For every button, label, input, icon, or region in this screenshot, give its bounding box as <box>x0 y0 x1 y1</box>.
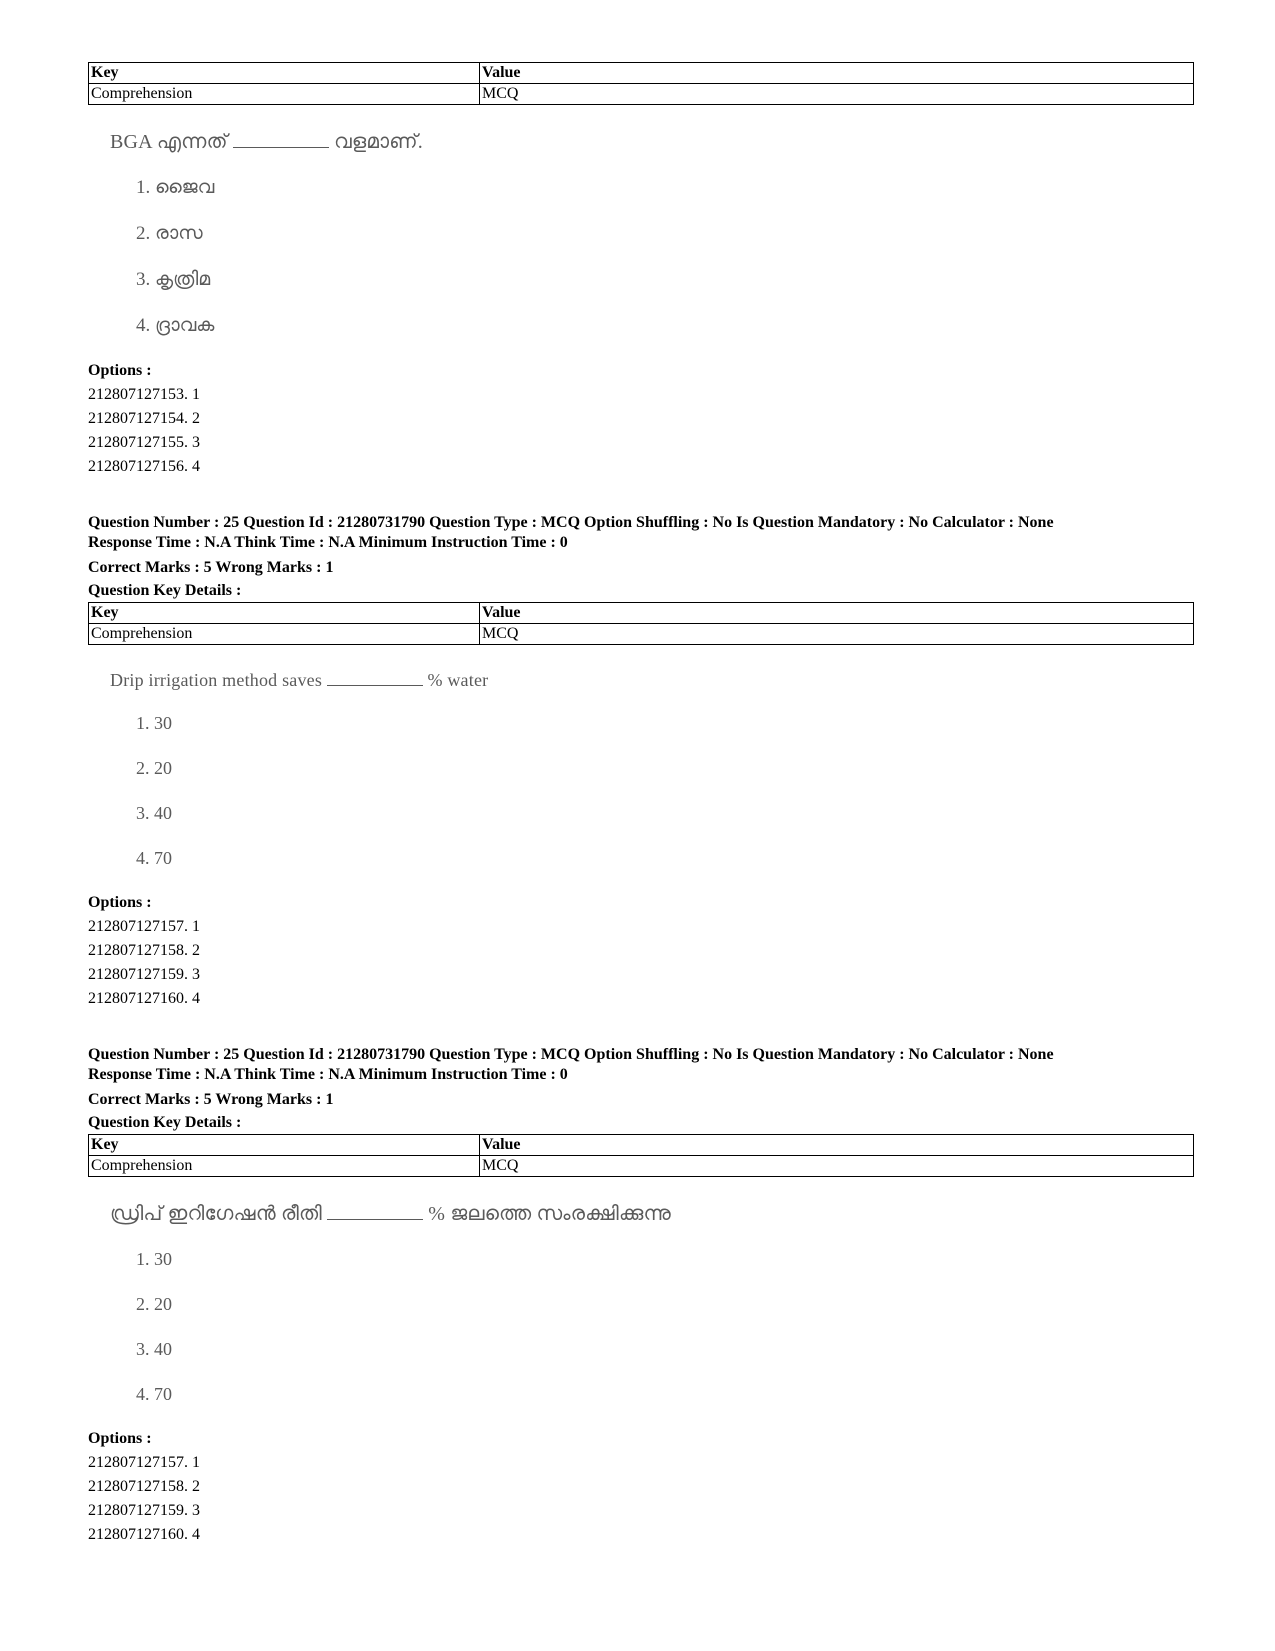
options-label: Options : <box>88 1430 152 1447</box>
question-option: 2. 20 <box>136 758 172 778</box>
question-option: 3. 40 <box>136 803 172 823</box>
question-text: BGA എന്നത് വളമാണ്. <box>110 131 423 153</box>
question-key-table <box>88 62 1194 105</box>
value-header: Value <box>480 63 1194 84</box>
question-block-1 <box>88 62 1194 479</box>
marks-line: Correct Marks : 5 Wrong Marks : 1 <box>88 559 334 576</box>
question-option: 4. 70 <box>136 1384 172 1404</box>
options-label: Options : <box>88 362 152 379</box>
option-id: 212807127158. 2 <box>88 1478 200 1495</box>
option-id: 212807127157. 1 <box>88 918 200 935</box>
value-cell: MCQ <box>480 84 1194 105</box>
key-header: Key <box>89 1135 480 1156</box>
option-id: 212807127159. 3 <box>88 1502 200 1519</box>
question-image <box>110 1191 1194 1417</box>
question-option: 2. രാസ <box>136 223 203 244</box>
question-block-3 <box>88 1045 1194 1547</box>
question-meta-line-1: Question Number : 25 Question Id : 21280731790 Question Type : MCQ Option Shuffling : No Is Question Mandatory : No Calculator : None <box>88 1046 1054 1063</box>
question-meta-line-2: Response Time : N.A Think Time : N.A Minimum Instruction Time : 0 <box>88 534 568 551</box>
options-label: Options : <box>88 894 152 911</box>
question-option: 4. ദ്രാവക <box>136 315 215 336</box>
option-id: 212807127156. 4 <box>88 458 200 475</box>
key-header: Key <box>89 603 480 624</box>
option-id: 212807127154. 2 <box>88 410 200 427</box>
key-header: Key <box>89 63 480 84</box>
option-id: 212807127157. 1 <box>88 1454 200 1471</box>
question-meta-line-2: Response Time : N.A Think Time : N.A Minimum Instruction Time : 0 <box>88 1066 568 1083</box>
key-details-label: Question Key Details : <box>88 1114 242 1131</box>
answer-blank <box>327 1201 423 1220</box>
answer-blank <box>233 129 329 148</box>
question-option: 1. ജൈവ <box>136 177 215 198</box>
question-option: 4. 70 <box>136 848 172 868</box>
key-cell: Comprehension <box>89 84 480 105</box>
question-image <box>110 119 1194 349</box>
value-header: Value <box>480 1135 1194 1156</box>
marks-line: Correct Marks : 5 Wrong Marks : 1 <box>88 1091 334 1108</box>
question-text: ഡ്രിപ് ഇറിഗേഷൻ രീതി % ജലത്തെ സംരക്ഷിക്കുന്നു <box>110 1203 671 1225</box>
question-text: Drip irrigation method saves % water <box>110 659 1194 701</box>
question-block-2 <box>88 513 1194 1011</box>
key-cell: Comprehension <box>89 1156 480 1177</box>
question-key-table <box>88 602 1194 645</box>
question-option: 3. 40 <box>136 1339 172 1359</box>
answer-blank <box>327 667 423 686</box>
value-cell: MCQ <box>480 1156 1194 1177</box>
option-id: 212807127160. 4 <box>88 990 200 1007</box>
question-meta-line-1: Question Number : 25 Question Id : 21280731790 Question Type : MCQ Option Shuffling : No Is Question Mandatory : No Calculator : None <box>88 514 1054 531</box>
value-header: Value <box>480 603 1194 624</box>
question-option: 1. 30 <box>136 1249 172 1269</box>
question-image <box>110 659 1194 881</box>
question-option: 2. 20 <box>136 1294 172 1314</box>
key-details-label: Question Key Details : <box>88 582 242 599</box>
option-id: 212807127158. 2 <box>88 942 200 959</box>
option-id: 212807127160. 4 <box>88 1526 200 1543</box>
option-id: 212807127159. 3 <box>88 966 200 983</box>
question-option: 1. 30 <box>136 713 172 733</box>
question-key-table <box>88 1134 1194 1177</box>
option-id: 212807127155. 3 <box>88 434 200 451</box>
document-page <box>88 62 1194 1547</box>
question-option: 3. കൃത്രിമ <box>136 269 211 290</box>
value-cell: MCQ <box>480 624 1194 645</box>
key-cell: Comprehension <box>89 624 480 645</box>
option-id: 212807127153. 1 <box>88 386 200 403</box>
